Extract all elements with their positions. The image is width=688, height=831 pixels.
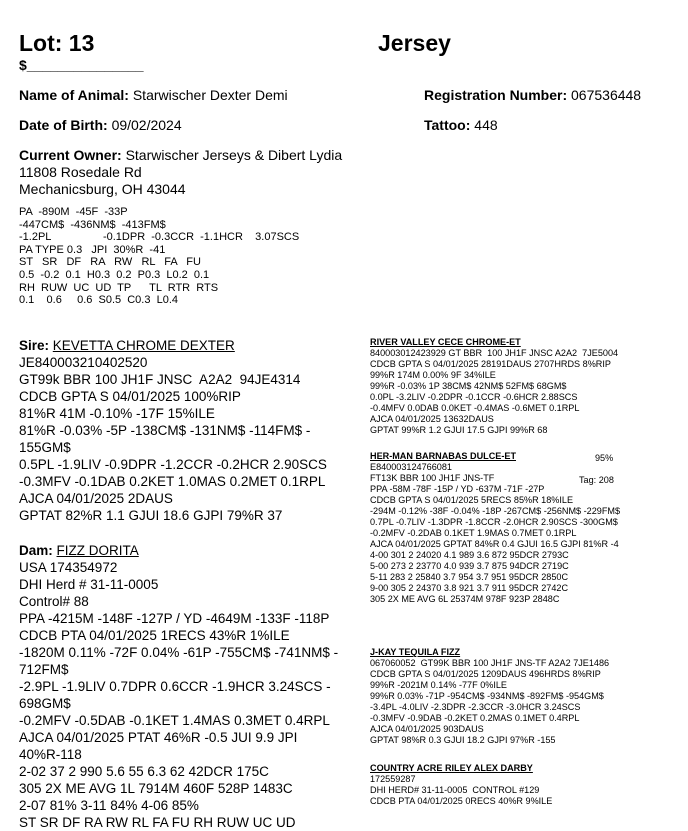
sire-line: 81%R -0.03% -5P -138CM$ -131NM$ -114FM$ -	[19, 423, 311, 438]
price-blank: $_______________	[19, 57, 144, 73]
animal-name-row	[19, 87, 288, 103]
owner-address-line2: Mechanicsburg, OH 43044	[19, 181, 186, 197]
dam-line: 712FM$	[19, 662, 69, 677]
paternal-granddam-percent: 95%	[595, 453, 614, 463]
pedigree-line: 172559287	[370, 774, 416, 784]
pedigree-line: AJCA 04/01/2025 13632DAUS	[370, 414, 494, 424]
tattoo-row	[424, 117, 498, 133]
owner-address-line1: 11808 Rosedale Rd	[19, 164, 142, 180]
dob-label: Date of Birth:	[19, 117, 108, 133]
dam-line: PPA -4215M -148F -127P / YD -4649M -133F -118P	[19, 611, 330, 626]
pedigree-line: AJCA 04/01/2025 903DAUS	[370, 724, 484, 734]
paternal-granddam-name: HER-MAN BARNABAS DULCE-ET	[370, 451, 516, 461]
genomic-line: 0.1 0.6 0.6 S0.5 C0.3 L0.4	[19, 294, 178, 307]
genomic-line: -1.2PL -0.1DPR -0.3CCR -1.1HCR 3.07SCS	[19, 231, 300, 244]
dob-value: 09/02/2024	[111, 117, 182, 133]
dam-line: 40%R-118	[19, 747, 82, 762]
pedigree-line: CDCB PTA 04/01/2025 0RECS 40%R 9%ILE	[370, 796, 553, 806]
paternal-grandsire-name: RIVER VALLEY CECE CHROME-ET	[370, 337, 521, 347]
maternal-granddam-block	[370, 763, 552, 807]
owner-block	[19, 147, 342, 198]
pedigree-line: DHI HERD# 31-11-0005 CONTROL #129	[370, 785, 540, 795]
genomic-line: ST SR DF RA RW RL FA FU	[19, 256, 201, 269]
dam-line: DHI Herd # 31-11-0005	[19, 577, 159, 592]
genomic-summary	[19, 206, 299, 307]
pedigree-line: 0.0PL -3.2LIV -0.2DPR -0.1CCR -0.6HCR 2.88SCS	[370, 392, 578, 402]
tattoo-label: Tattoo:	[424, 117, 471, 133]
sire-line: 155GM$	[19, 440, 71, 455]
sire-name: KEVETTA CHROME DEXTER	[52, 338, 235, 353]
sire-line: CDCB GPTA S 04/01/2025 100%RIP	[19, 389, 241, 404]
genomic-line: PA TYPE 0.3 JPI 30%R -41	[19, 243, 166, 256]
maternal-granddam-name: COUNTRY ACRE RILEY ALEX DARBY	[370, 763, 533, 773]
paternal-granddam-tag: Tag: 208	[579, 475, 614, 485]
pedigree-line: 840003012423929 GT BBR 100 JH1F JNSC A2A2 7JE5004	[370, 348, 619, 358]
tattoo-value: 448	[474, 117, 498, 133]
pedigree-line: CDCB GPTA S 04/01/2025 28191DAUS 2707HRDS 8%RIP	[370, 359, 611, 369]
owner-name: Starwischer Jerseys & Dibert Lydia	[125, 147, 343, 163]
pedigree-line: 305 2X ME AVG 6L 25374M 978F 923P 2848C	[370, 594, 560, 604]
pedigree-line: CDCB GPTA S 04/01/2025 5RECS 85%R 18%ILE	[370, 495, 574, 505]
pedigree-line: AJCA 04/01/2025 GPTAT 84%R 0.4 GJUI 16.5 GJPI 81%R -4	[370, 539, 619, 549]
breed-title: Jersey	[378, 30, 451, 56]
genomic-line: 0.5 -0.2 0.1 H0.3 0.2 P0.3 L0.2 0.1	[19, 268, 210, 281]
animal-name-label: Name of Animal:	[19, 87, 129, 103]
genomic-line: RH RUW UC UD TP TL RTR RTS	[19, 281, 219, 294]
pedigree-line: 99%R -2021M 0.14% -77F 0%ILE	[370, 680, 507, 690]
dam-line: 698GM$	[19, 696, 71, 711]
animal-name: Starwischer Dexter Demi	[132, 87, 288, 103]
registration-row	[424, 87, 641, 103]
pedigree-line: 5-11 283 2 25840 3.7 954 3.7 951 95DCR 2850C	[370, 572, 569, 582]
genomic-line: -447CM$ -436NM$ -413FM$	[19, 218, 166, 231]
sire-label: Sire:	[19, 338, 50, 353]
dam-line: 2-02 37 2 990 5.6 55 6.3 62 42DCR 175C	[19, 764, 269, 779]
pedigree-line: E840003124766081	[370, 462, 452, 472]
pedigree-line: 99%R 174M 0.00% 9F 34%ILE	[370, 370, 496, 380]
pedigree-line: 0.7PL -0.7LIV -1.3DPR -1.8CCR -2.0HCR 2.90SCS -300GM$	[370, 517, 618, 527]
dam-line: 305 2X ME AVG 1L 7914M 460F 528P 1483C	[19, 781, 293, 796]
sire-line: AJCA 04/01/2025 2DAUS	[19, 491, 173, 506]
genomic-line: PA -890M -45F -33P	[19, 206, 128, 218]
registration-label: Registration Number:	[424, 87, 568, 103]
sire-line: GPTAT 82%R 1.1 GJUI 18.6 GJPI 79%R 37	[19, 508, 283, 523]
dam-line: AJCA 04/01/2025 PTAT 46%R -0.5 JUI 9.9 JPI	[19, 730, 298, 745]
dam-line: 2-07 81% 3-11 84% 4-06 85%	[19, 798, 199, 813]
pedigree-line: 9-00 305 2 24370 3.8 921 3.7 911 95DCR 2742C	[370, 583, 569, 593]
pedigree-line: -0.4MFV 0.0DAB 0.0KET -0.4MAS -0.6MET 0.1RPL	[370, 403, 580, 413]
dam-line: -1820M 0.11% -72F 0.04% -61P -755CM$ -741NM$ -	[19, 645, 339, 660]
dam-block	[19, 542, 338, 831]
pedigree-line: 067060052 GT99K BBR 100 JH1F JNS-TF A2A2 7JE1486	[370, 658, 610, 668]
owner-label: Current Owner:	[19, 147, 122, 163]
pedigree-line: 99%R -0.03% 1P 38CM$ 42NM$ 52FM$ 68GM$	[370, 381, 567, 391]
pedigree-line: 4-00 301 2 24020 4.1 989 3.6 872 95DCR 2793C	[370, 550, 569, 560]
maternal-grandsire-block	[370, 647, 609, 746]
dam-label: Dam:	[19, 543, 53, 558]
pedigree-line: FT13K BBR 100 JH1F JNS-TF	[370, 473, 495, 483]
dob-row	[19, 117, 182, 133]
dam-line: CDCB PTA 04/01/2025 1RECS 43%R 1%ILE	[19, 628, 290, 643]
sire-line: -0.3MFV -0.1DAB 0.2KET 1.0MAS 0.2MET 0.1RPL	[19, 474, 326, 489]
dam-line: USA 174354972	[19, 560, 118, 575]
pedigree-line: -0.2MFV -0.2DAB 0.1KET 1.9MAS 0.7MET 0.1RPL	[370, 528, 577, 538]
pedigree-line: GPTAT 99%R 1.2 GJUI 17.5 GJPI 99%R 68	[370, 425, 548, 435]
registration-number: 067536448	[571, 87, 642, 103]
pedigree-line: CDCB GPTA S 04/01/2025 1209DAUS 496HRDS 8%RIP	[370, 669, 601, 679]
paternal-grandsire-block	[370, 337, 618, 436]
pedigree-line: -0.3MFV -0.9DAB -0.2KET 0.2MAS 0.1MET 0.4RPL	[370, 713, 580, 723]
pedigree-line: -3.4PL -4.0LIV -2.3DPR -2.3CCR -3.0HCR 3.24SCS	[370, 702, 581, 712]
pedigree-line: -294M -0.12% -38F -0.04% -18P -267CM$ -256NM$ -229FM$	[370, 506, 621, 516]
sire-line: 0.5PL -1.9LIV -0.9DPR -1.2CCR -0.2HCR 2.90SCS	[19, 457, 327, 472]
sire-line: GT99k BBR 100 JH1F JNSC A2A2 94JE4314	[19, 372, 301, 387]
pedigree-line: 5-00 273 2 23770 4.0 939 3.7 875 94DCR 2719C	[370, 561, 569, 571]
sire-line: JE840003210402520	[19, 355, 148, 370]
maternal-grandsire-name: J-KAY TEQUILA FIZZ	[370, 647, 461, 657]
pedigree-line: 99%R 0.03% -71P -954CM$ -934NM$ -892FM$ -954GM$	[370, 691, 604, 701]
dam-line: -0.2MFV -0.5DAB -0.1KET 1.4MAS 0.3MET 0.4RPL	[19, 713, 330, 728]
dam-line: -2.9PL -1.9LIV 0.7DPR 0.6CCR -1.9HCR 3.24SCS -	[19, 679, 331, 694]
pedigree-line: PPA -58M -78F -15P / YD -637M -71F -27P	[370, 484, 545, 494]
sire-block	[19, 337, 327, 524]
lot-number: Lot: 13	[19, 30, 95, 56]
dam-line: ST SR DF RA RW RL FA FU RH RUW UC UD	[19, 815, 296, 830]
dam-line: Control# 88	[19, 594, 89, 609]
dam-name: FIZZ DORITA	[56, 543, 139, 558]
pedigree-line: GPTAT 98%R 0.3 GJUI 18.2 GJPI 97%R -155	[370, 735, 556, 745]
sire-line: 81%R 41M -0.10% -17F 15%ILE	[19, 406, 215, 421]
